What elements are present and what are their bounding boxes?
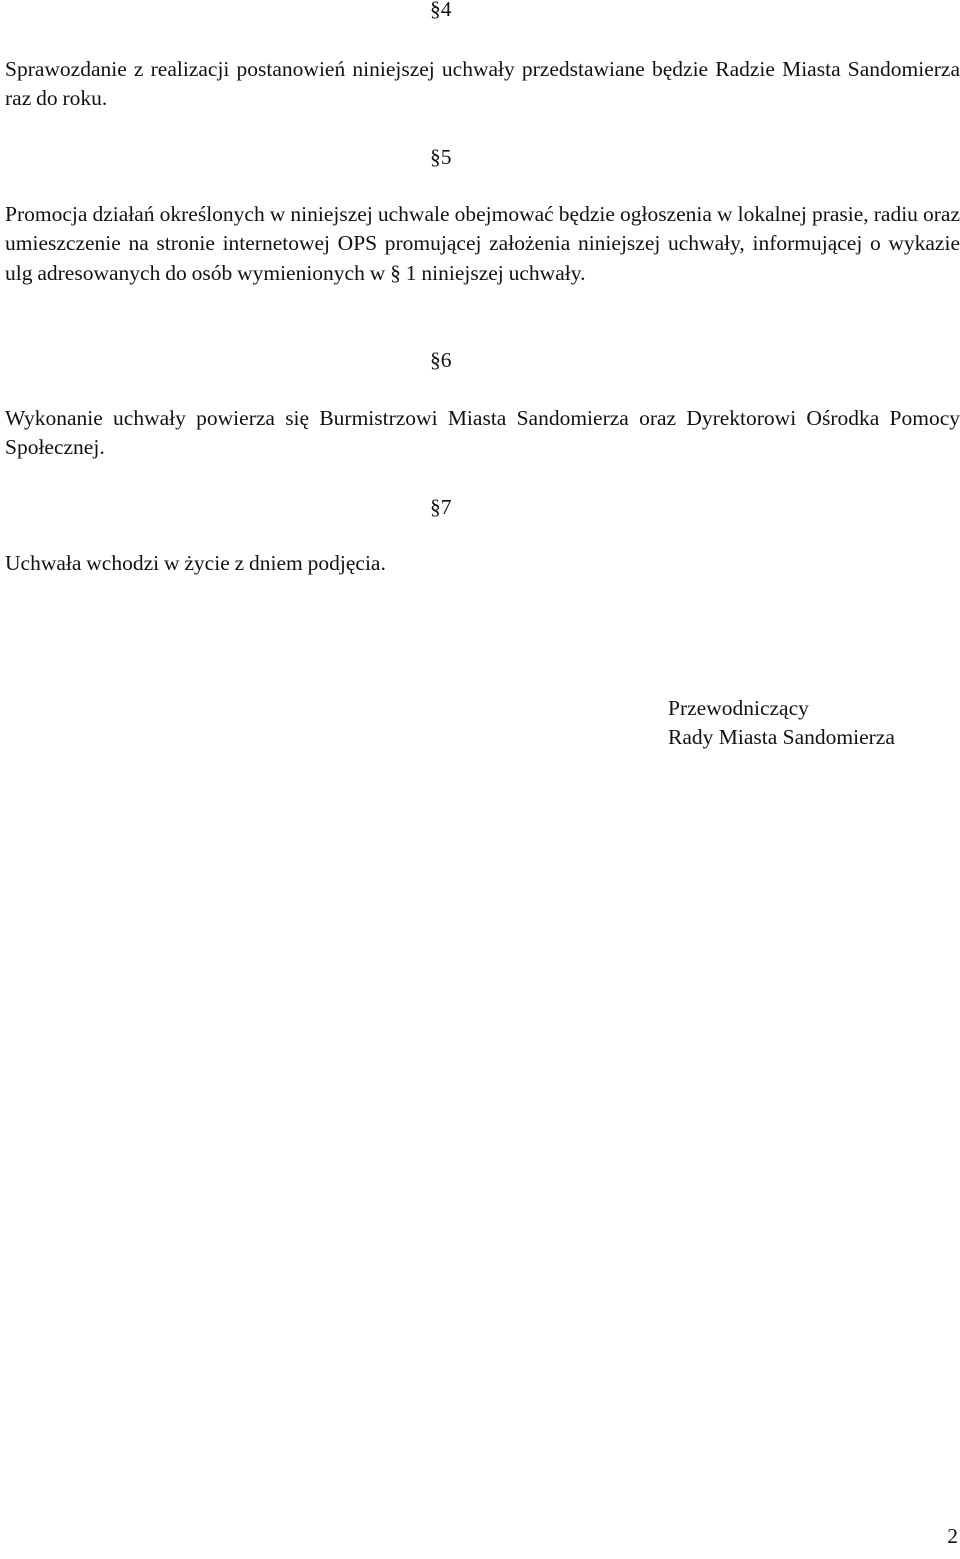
page-number: 2 [947, 1524, 958, 1548]
section-7-heading: §7 [430, 495, 452, 519]
section-6-heading: §6 [430, 348, 452, 372]
section-4-text: Sprawozdanie z realizacji postanowień niniejszej uchwały przedstawiane będzie Radzie Miasta Sandomierza raz do roku. [5, 57, 960, 111]
section-7-text: Uchwała wchodzi w życie z dniem podjęcia. [5, 551, 386, 575]
signature-title: Przewodniczący [668, 696, 809, 720]
section-5-heading: §5 [430, 145, 452, 169]
signature-council: Rady Miasta Sandomierza [668, 725, 895, 749]
section-5-text: Promocja działań określonych w niniejszej uchwale obejmować będzie ogłoszenia w lokalnej prasie, radiu oraz umieszczenie na stronie internetowej OPS promującej założenia niniejszej uchwały, informującej o wykazie ulg adresowanych do osób wymienionych w § 1 niniejszej uchwały. [5, 202, 960, 285]
section-6-text: Wykonanie uchwały powierza się Burmistrzowi Miasta Sandomierza oraz Dyrektorowi Ośrodka Pomocy Społecznej. [5, 406, 960, 460]
section-4-heading: §4 [430, 0, 452, 21]
